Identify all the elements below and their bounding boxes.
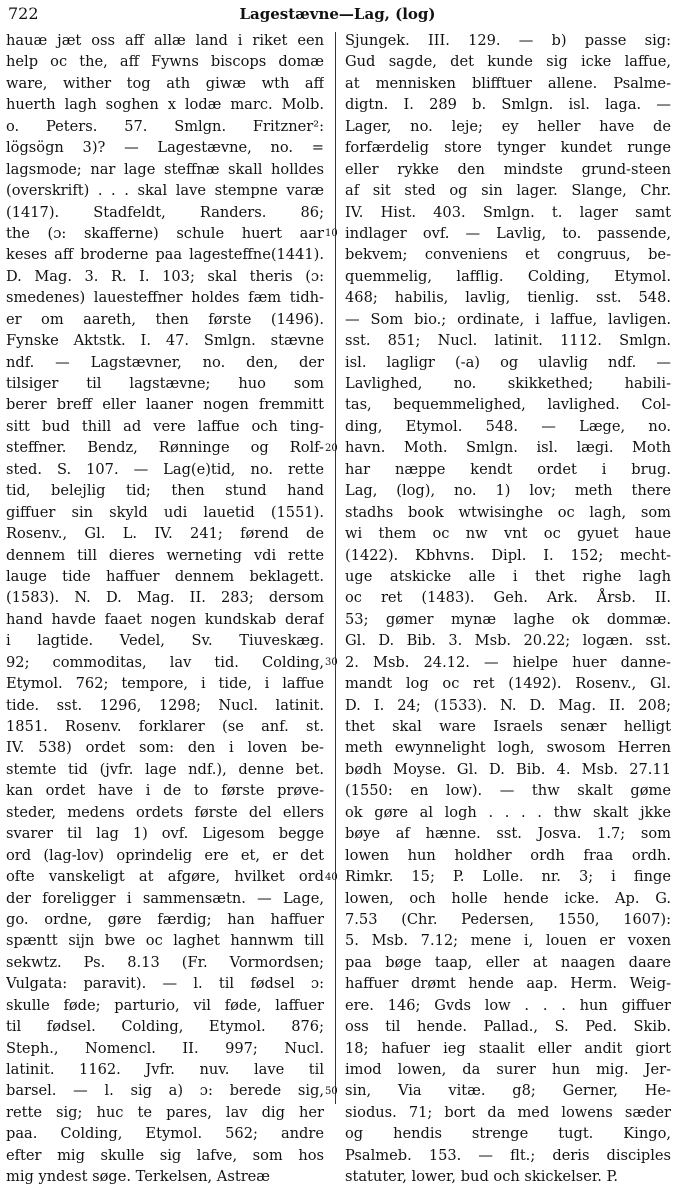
text-line: Gl. D. Bib. 3. Msb. 20.22; logæn. sst. — [345, 632, 671, 650]
text-line: IV. Hist. 403. Smlgn. t. lager samt — [345, 203, 671, 221]
text-line: Lavlighed, no. skikkethed; habili- — [345, 375, 671, 392]
text-line: sted. S. 107. — Lag(e)tid, no. rette — [6, 460, 324, 478]
text-line: oc ret (1483). Geh. Ark. Årsb. II. — [345, 589, 671, 607]
text-line: tas, bequemmelighed, lavlighed. Col- — [345, 396, 671, 414]
text-line: siodus. 71; bort da med lowens sæder — [345, 1103, 671, 1121]
text-line: har næppe kendt ordet i brug. — [345, 460, 671, 478]
line-number: 40 — [325, 871, 338, 883]
text-line: giffuer sin skyld udi lauetid (1551). — [6, 503, 324, 521]
text-line: svarer til lag 1) ovf. Ligesom begge — [6, 825, 324, 843]
text-line: D. Mag. 3. R. I. 103; skal theris (ɔ: — [6, 267, 324, 285]
text-line: steffner. Bendz, Rønninge og Rolf- — [6, 439, 324, 457]
text-line: og hendis strenge tugt. Kingo, — [345, 1125, 671, 1143]
text-line: bødh Moyse. Gl. D. Bib. 4. Msb. 27.11 — [345, 760, 671, 778]
text-line: go. ordne, gøre færdig; han haffuer — [6, 910, 324, 928]
text-line: af sit sted og sin lager. Slange, Chr. — [345, 182, 671, 200]
text-line: stemte tid (jvfr. lage ndf.), denne bet. — [6, 760, 324, 778]
text-line: spæntt sijn bwe oc laghet hannwm till — [6, 932, 324, 950]
text-line: tid, belejlig tid; then stund hand — [6, 482, 324, 500]
text-line: 468; habilis, lavlig, tienlig. sst. 548. — [345, 289, 671, 307]
text-line: IV. 538) ordet som: den i loven be- — [6, 739, 324, 757]
text-line: sin, Via vitæ. g8; Gerner, He- — [345, 1082, 671, 1100]
page-header — [6, 4, 669, 28]
text-line: 53; gømer mynæ laghe ok dommæ. — [345, 610, 671, 628]
text-line: er om aareth, then første (1496). — [6, 310, 324, 328]
text-line: ware, wither tog ath giwæ wth aff — [6, 74, 324, 92]
text-line: (1422). Kbhvns. Dipl. I. 152; mecht- — [345, 546, 671, 564]
text-line: (overskrift) . . . skal lave stempne varæ — [6, 182, 324, 200]
text-line: ndf. — Lagstævner, no. den, der — [6, 353, 324, 371]
text-line: latinit. 1162. Jvfr. nuv. lave til — [6, 1061, 324, 1078]
text-line: lauge tide haffuer dennem beklagett. — [6, 567, 324, 585]
text-line: til fødsel. Colding, Etymol. 876; — [6, 1018, 324, 1036]
text-line: indlager ovf. — Lavlig, to. passende, — [345, 224, 671, 242]
text-line: the (ɔ: skafferne) schule huert aar — [6, 224, 324, 242]
text-line: lowen hun holdher ordh fraa ordh. — [345, 846, 671, 864]
text-line: ding, Etymol. 548. — Læge, no. — [345, 417, 671, 435]
text-line: tilsiger til lagstævne; huo som — [6, 375, 324, 392]
text-line: keses aff broderne paa lagesteffne(1441). — [6, 246, 324, 264]
text-line: lögsögn 3)? — Lagestævne, no. = — [6, 139, 324, 157]
text-line: eller rykke den mindste grund-steen — [345, 160, 671, 178]
text-line: ok gøre al logh . . . . thw skalt jkke — [345, 803, 671, 821]
text-line: uge atskicke alle i thet righe lagh — [345, 567, 671, 585]
text-line: 92; commoditas, lav tid. Colding, — [6, 653, 324, 671]
text-line: mig yndest søge. Terkelsen, Astreæ — [6, 1168, 271, 1186]
line-number: 50 — [325, 1086, 338, 1098]
text-line: mandt log oc ret (1492). Rosenv., Gl. — [345, 675, 671, 693]
text-line: Rimkr. 15; P. Lolle. nr. 3; i finge — [345, 868, 671, 886]
text-line: i lagtide. Vedel, Sv. Tiuveskæg. — [6, 632, 324, 650]
text-line: Lager, no. leje; ey heller have de — [345, 117, 671, 135]
text-line: havn. Moth. Smlgn. isl. lægi. Moth — [345, 439, 671, 457]
text-line: Psalmeb. 153. — flt.; deris disciples — [345, 1146, 671, 1164]
text-line: Rosenv., Gl. L. IV. 241; førend de — [6, 525, 324, 543]
text-line: imod lowen, da surer hun mig. Jer- — [345, 1061, 671, 1078]
text-line: efter mig skulle sig lafve, som hos — [6, 1146, 324, 1164]
text-line: skulle føde; parturio, vil føde, laffuer — [6, 996, 324, 1014]
text-line: dennem till dieres werneting vdi rette — [6, 546, 324, 564]
text-line: haffuer drømt hende aap. Herm. Weig- — [345, 975, 671, 993]
text-line: help oc the, aff Fywns biscops domæ — [6, 53, 324, 71]
text-line: meth ewynnelight logh, swosom Herren — [345, 739, 671, 757]
text-line: ere. 146; Gvds low . . . hun giffuer — [345, 996, 671, 1014]
text-line: sst. 851; Nucl. latinit. 1112. Smlgn. — [345, 332, 671, 350]
text-line: lowen, och holle hende icke. Ap. G. — [345, 889, 671, 907]
text-line: Lag, (log), no. 1) lov; meth there — [345, 482, 671, 500]
text-line: oss til hende. Pallad., S. Ped. Skib. — [345, 1018, 671, 1036]
text-line: paa bøge taap, eller at naagen daare — [345, 953, 671, 971]
text-line: huerth lagh soghen x lodæ marc. Molb. — [6, 96, 324, 114]
text-line: (1417). Stadfeldt, Randers. 86; — [6, 203, 324, 221]
text-line: lagsmode; nar lage steffnæ skall holldes — [6, 160, 324, 178]
text-line: steder, medens ordets første del ellers — [6, 803, 324, 821]
text-line: quemmelig, lafflig. Colding, Etymol. — [345, 267, 671, 285]
column-divider — [335, 32, 336, 1104]
text-line: ord (lag-lov) oprindelig ere et, er det — [6, 846, 324, 864]
text-line: 7.53 (Chr. Pedersen, 1550, 1607): — [345, 910, 671, 928]
left-column — [6, 30, 324, 1188]
text-line: bekvem; conveniens et congruus, be- — [345, 246, 671, 264]
text-line: forfærdelig store tynger kundet runge — [345, 139, 671, 157]
text-line: hauæ jæt oss aff allæ land i riket een — [6, 32, 324, 49]
text-line: kan ordet have i de to første prøve- — [6, 782, 324, 800]
text-line: Etymol. 762; tempore, i tide, i laffue — [6, 675, 324, 693]
text-line: thet skal ware Israels senær helligt — [345, 718, 671, 735]
text-line: der foreligger i sammensætn. — Lage, — [6, 889, 324, 907]
text-line: Steph., Nomencl. II. 997; Nucl. — [6, 1039, 324, 1057]
text-line: D. I. 24; (1533). N. D. Mag. II. 208; — [345, 696, 671, 714]
text-line: wi them oc nw vnt oc gyuet haue — [345, 525, 671, 543]
text-line: Sjungek. III. 129. — b) passe sig: — [345, 32, 671, 49]
text-line: sitt bud thill ad vere laffue och ting- — [6, 417, 324, 435]
line-number: 30 — [325, 657, 338, 669]
text-line: 2. Msb. 24.12. — hielpe huer danne- — [345, 653, 671, 671]
text-line: smedenes) lauesteffner holdes fæm tidh- — [6, 289, 324, 307]
text-line: 5. Msb. 7.12; mene i, louen er voxen — [345, 932, 671, 950]
text-line: 1851. Rosenv. forklarer (se anf. st. — [6, 718, 324, 735]
text-line: o. Peters. 57. Smlgn. Fritzner²: — [6, 117, 324, 135]
text-line: 18; hafuer ieg staalit eller andit giort — [345, 1039, 671, 1057]
line-number: 10 — [325, 228, 338, 240]
running-head: Lagestævne—Lag, (log) — [239, 5, 436, 23]
text-line: stadhs book wtwisinghe oc lagh, som — [345, 503, 671, 521]
text-line: bøye af hænne. sst. Josva. 1.7; som — [345, 825, 671, 843]
text-line: hand havde faaet nogen kundskab deraf — [6, 610, 324, 628]
text-line: at mennisken blifftuer allene. Psalme- — [345, 74, 671, 92]
right-column — [345, 30, 671, 1188]
line-number: 20 — [325, 442, 338, 454]
text-line: statuter, lower, bud och skickelser. P. — [345, 1168, 619, 1186]
text-line: rette sig; huc te pares, lav dig her — [6, 1103, 324, 1121]
text-line: Vulgata: paravit). — l. til fødsel ɔ: — [6, 975, 324, 993]
text-line: sekwtz. Ps. 8.13 (Fr. Vormordsen; — [6, 953, 324, 971]
text-line: isl. lagligr (-a) og ulavlig ndf. — — [345, 353, 671, 371]
text-line: barsel. — l. sig a) ɔ: berede sig, — [6, 1082, 324, 1100]
text-line: Gud sagde, det kunde sig icke laffue, — [345, 53, 671, 71]
text-line: berer breff eller laaner nogen fremmitt — [6, 396, 324, 414]
text-line: Fynske Aktstk. I. 47. Smlgn. stævne — [6, 332, 324, 350]
text-line: digtn. I. 289 b. Smlgn. isl. laga. — — [345, 96, 671, 114]
text-line: paa. Colding, Etymol. 562; andre — [6, 1125, 324, 1143]
page-number: 722 — [8, 4, 39, 23]
text-line: tide. sst. 1296, 1298; Nucl. latinit. — [6, 696, 324, 714]
text-line: — Som bio.; ordinate, i laffue, lavligen. — [345, 310, 671, 328]
text-line: ofte vanskeligt at afgøre, hvilket ord — [6, 868, 324, 886]
text-line: (1583). N. D. Mag. II. 283; dersom — [6, 589, 324, 607]
text-line: (1550: en low). — thw skalt gøme — [345, 782, 671, 800]
